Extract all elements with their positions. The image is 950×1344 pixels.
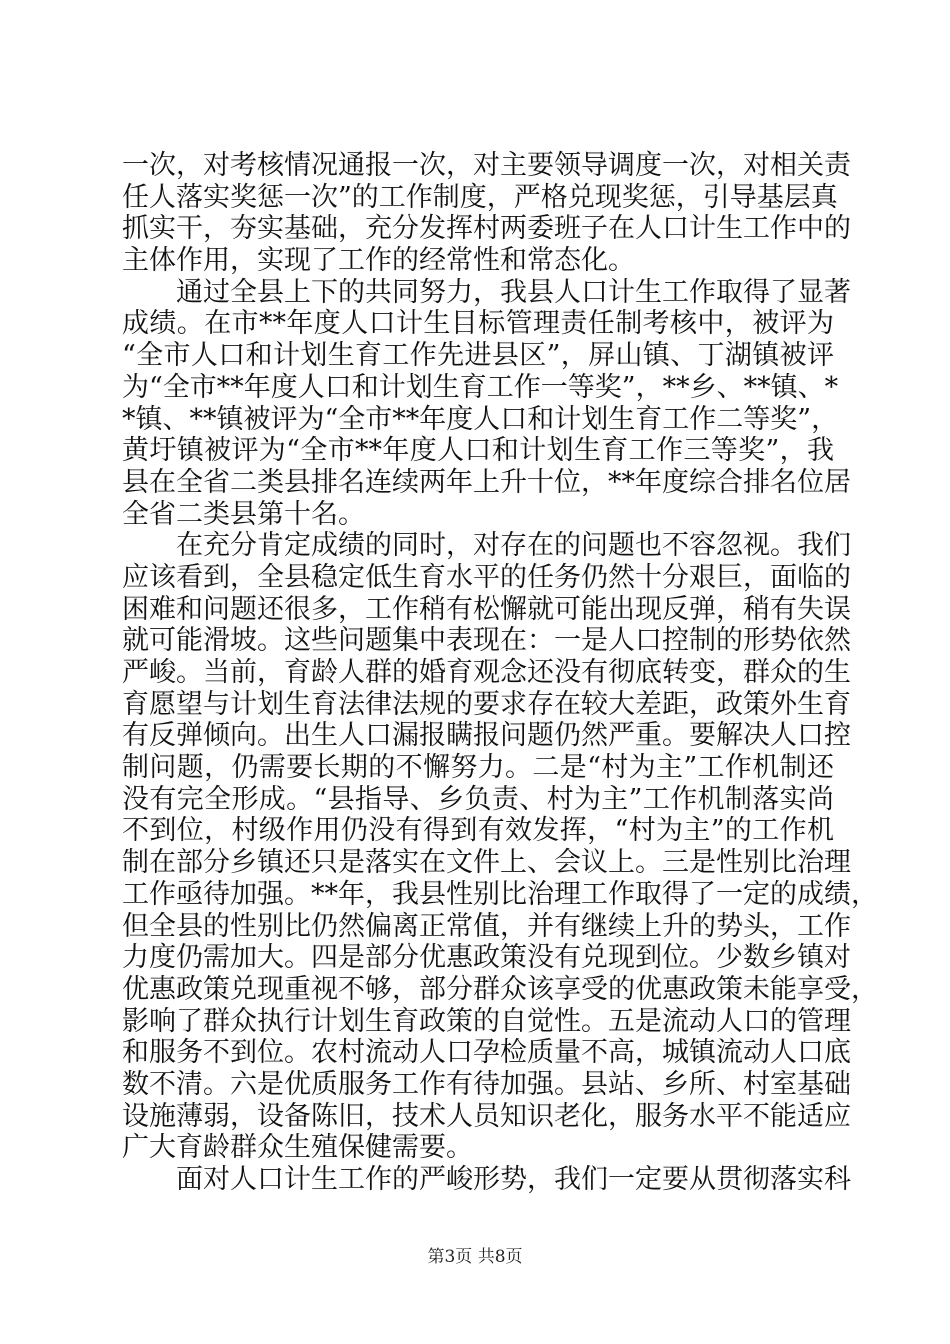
text-line: 广大育龄群众生殖保健需要。 [122, 1132, 473, 1164]
text-line: 没有完全形成。“县指导、乡负责、村为主”工作机制落实尚 [122, 783, 834, 815]
text-line: 优惠政策兑现重视不够，部分群众该享受的优惠政策未能享受， [122, 973, 878, 1005]
text-line: 面对人口计生工作的严峻形势，我们一定要从贯彻落实科 [122, 1164, 851, 1195]
text-line: 县在全省二类县排名连续两年上升十位，**年度综合排名位居 [122, 466, 851, 498]
text-line: 育愿望与计划生育法律法规的要求存在较大差距，政策外生育 [122, 688, 851, 720]
text-line: 黄圩镇被评为“全市**年度人口和计划生育工作三等奖”，我 [122, 435, 834, 467]
text-line: 主体作用，实现了工作的经常性和常态化。 [122, 245, 635, 277]
text-line: 就可能滑坡。这些问题集中表现在：一是人口控制的形势依然 [122, 625, 851, 657]
text-line: 不到位，村级作用仍没有得到有效发挥，“村为主”的工作机 [122, 815, 834, 847]
text-line: 通过全县上下的共同努力，我县人口计生工作取得了显著 [122, 276, 851, 308]
text-line: 在充分肯定成绩的同时，对存在的问题也不容忽视。我们 [122, 530, 851, 562]
text-line: “全市人口和计划生育工作先进县区”，屏山镇、丁湖镇被评 [122, 340, 834, 372]
text-line: 数不清。六是优质服务工作有待加强。县站、乡所、村室基础 [122, 1068, 851, 1100]
text-line: 任人落实奖惩一次”的工作制度，严格兑现奖惩，引导基层真 [122, 181, 838, 213]
text-line: 有反弹倾向。出生人口漏报瞒报问题仍然严重。要解决人口控 [122, 720, 851, 752]
text-line: 力度仍需加大。四是部分优惠政策没有兑现到位。少数乡镇对 [122, 942, 851, 974]
text-line: 但全县的性别比仍然偏离正常值，并有继续上升的势头，工作 [122, 910, 851, 942]
text-line: 抓实干，夯实基础，充分发挥村两委班子在人口计生工作中的 [122, 213, 851, 245]
text-line: 成绩。在市**年度人口计生目标管理责任制考核中，被评为 [122, 308, 834, 340]
text-line: 困难和问题还很多，工作稍有松懈就可能出现反弹，稍有失误 [122, 593, 851, 625]
text-line: *镇、**镇被评为“全市**年度人口和计划生育工作二等奖”， [122, 403, 839, 435]
text-line: 严峻。当前，育龄人群的婚育观念还没有彻底转变，群众的生 [122, 657, 851, 688]
text-line: 为“全市**年度人口和计划生育工作一等奖”，**乡、**镇、* [122, 371, 839, 403]
text-line: 一次，对考核情况通报一次，对主要领导调度一次，对相关责 [122, 150, 851, 181]
text-line: 和服务不到位。农村流动人口孕检质量不高，城镇流动人口底 [122, 1037, 851, 1069]
text-line: 应该看到，全县稳定低生育水平的任务仍然十分艰巨，面临的 [122, 561, 851, 593]
text-line: 设施薄弱，设备陈旧，技术人员知识老化，服务水平不能适应 [122, 1100, 851, 1132]
text-line: 影响了群众执行计划生育政策的自觉性。五是流动人口的管理 [122, 1005, 851, 1037]
text-line: 制问题，仍需要长期的不懈努力。二是“村为主”工作机制还 [122, 752, 834, 784]
page-footer: 第3页 共8页 [427, 1247, 523, 1267]
text-line: 工作亟待加强。**年，我县性别比治理工作取得了一定的成绩， [122, 878, 878, 910]
text-line: 全省二类县第十名。 [122, 498, 365, 530]
text-line: 制在部分乡镇还只是落实在文件上、会议上。三是性别比治理 [122, 847, 851, 879]
body-text [122, 150, 878, 1196]
